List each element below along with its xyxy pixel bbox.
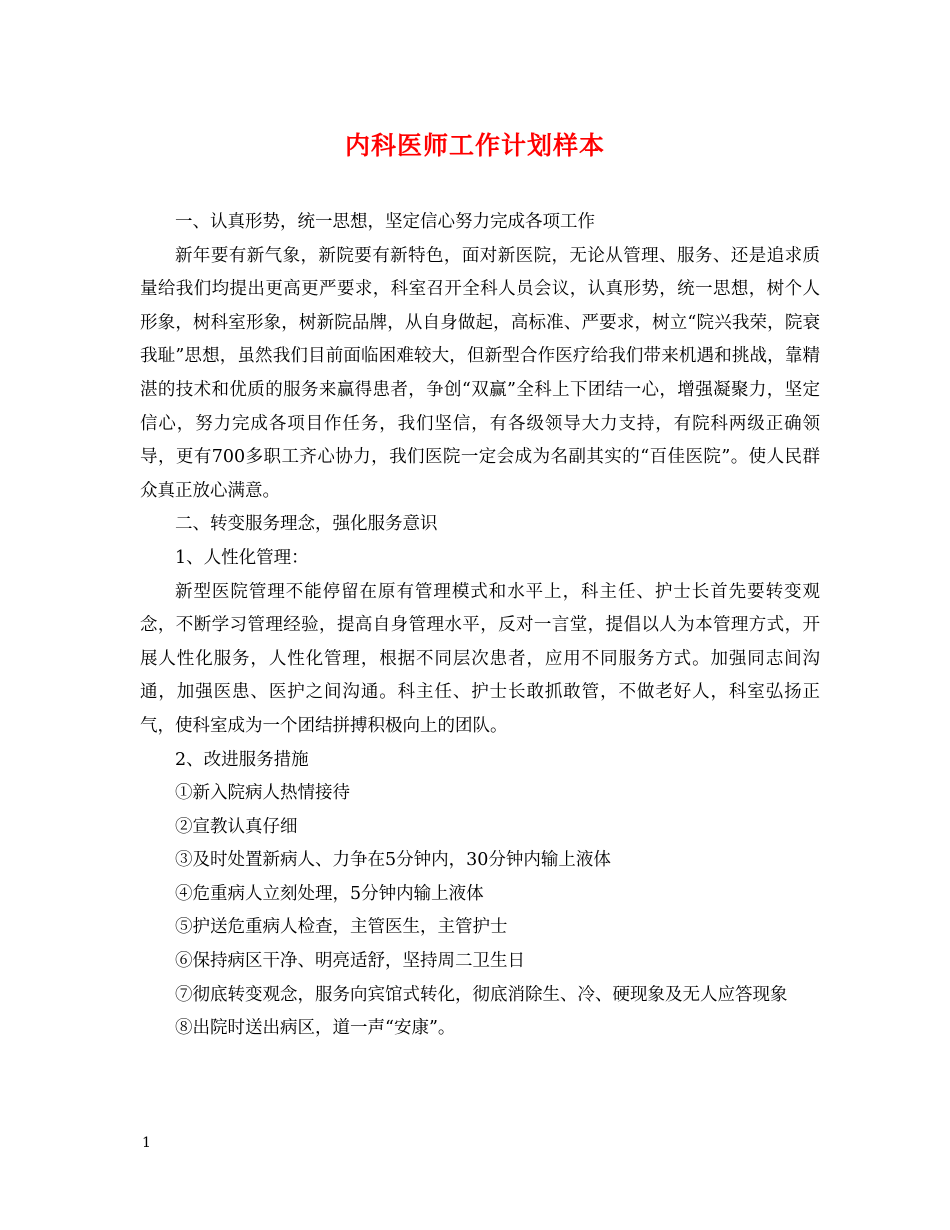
- list-item: ①新入院病人热情接待: [175, 783, 350, 804]
- paragraph-new-year-plan: 新年要有新气象，新院要有新特色，面对新医院，无论从管理、服务、还是追求质量给我们均提出更高更严要求，科室召开全科人员会议，认真形势，统一思想，树个人形象，树科室形象，树新院品牌，从自身做起，高标准、严要求，树立“院兴我荣，院衰我耻”思想，虽然我们目前面临困难较大，但新型合作医疗给我们带来机遇和挑战，靠精湛的技术和优质的服务来赢得患者，争创“双赢”全科上下团结一心，增强凝聚力，坚定信心，努力完成各项目作任务，我们坚信，有各级领导大力支持，有院科两级正确领导，更有700多职工齐心协力，我们医院一定会成为名副其实的“百佳医院”。使人民群众真正放心满意。: [140, 245, 820, 501]
- list-item: ③及时处置新病人、力争在5分钟内，30分钟内输上液体: [175, 850, 611, 871]
- list-item: ④危重病人立刻处理，5分钟内输上液体: [175, 883, 484, 904]
- page-number: 1: [142, 1135, 151, 1151]
- list-item: ⑦彻底转变观念，服务向宾馆式转化，彻底消除生、冷、硬现象及无人应答现象: [175, 984, 788, 1005]
- subheading-service-measures: 2、改进服务措施: [175, 749, 309, 770]
- list-item: ⑥保持病区干净、明亮适舒，坚持周二卫生日: [175, 951, 525, 972]
- list-item: ⑤护送危重病人检查，主管医生，主管护士: [175, 917, 508, 938]
- list-item: ②宣教认真仔细: [175, 816, 298, 837]
- subheading-humanized-management: 1、人性化管理：: [175, 547, 309, 568]
- document-title: 内科医师工作计划样本: [344, 131, 605, 160]
- section-heading-1: 一、认真形势，统一思想，坚定信心努力完成各项工作: [175, 212, 595, 232]
- document-body: [140, 206, 820, 1046]
- paragraph-management: 新型医院管理不能停留在原有管理模式和水平上，科主任、护士长首先要转变观念，不断学习管理经验，提高自身管理水平，反对一言堂，提倡以人为本管理方式，开展人性化服务，人性化管理，根据不同层次患者，应用不同服务方式。加强同志间沟通，加强医患、医护之间沟通。科主任、护士长敢抓敢管，不做老好人，科室弘扬正气，使科室成为一个团结拼搏积极向上的团队。: [140, 581, 820, 736]
- section-heading-2: 二、转变服务理念，强化服务意识: [175, 514, 438, 535]
- list-item: ⑧出院时送出病区，道一声“安康”。: [175, 1018, 456, 1039]
